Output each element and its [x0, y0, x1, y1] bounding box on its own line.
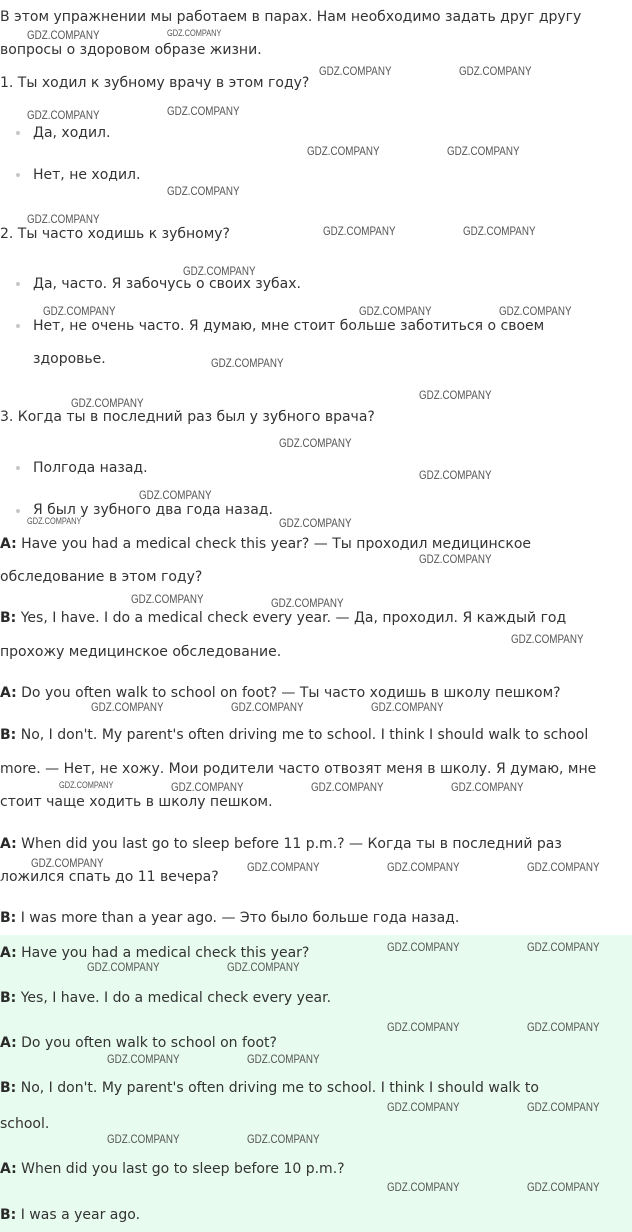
watermark: GDZ.COMPANY: [167, 104, 240, 118]
intro-line-2: вопросы о здоровом образе жизни.: [0, 42, 262, 58]
speaker-label: B:: [0, 990, 17, 1006]
watermark: GDZ.COMPANY: [307, 144, 380, 158]
watermark: GDZ.COMPANY: [227, 960, 300, 974]
watermark: GDZ.COMPANY: [527, 940, 600, 954]
watermark: GDZ.COMPANY: [387, 1180, 460, 1194]
speaker-label: B:: [0, 727, 17, 743]
watermark: GDZ.COMPANY: [139, 488, 212, 502]
watermark: GDZ.COMPANY: [91, 700, 164, 714]
english-line: [0, 1080, 539, 1096]
watermark: GDZ.COMPANY: [247, 860, 320, 874]
english-line: [0, 1161, 345, 1177]
question-1: 1. Ты ходил к зубному врачу в этом году?: [0, 75, 310, 91]
watermark: GDZ.COMPANY: [107, 1132, 180, 1146]
speaker-label: A:: [0, 945, 17, 961]
dialogue-line: [0, 910, 459, 926]
answer-1-2: Нет, не ходил.: [33, 167, 141, 183]
watermark: GDZ.COMPANY: [211, 356, 284, 370]
watermark: GDZ.COMPANY: [527, 1020, 600, 1034]
speaker-label: A:: [0, 1035, 17, 1051]
watermark: GDZ.COMPANY: [27, 108, 100, 122]
dialogue-text: I was more than a year ago. — Это было больше года назад.: [16, 910, 460, 926]
english-text: Have you had a medical check this year?: [16, 945, 310, 961]
watermark: GDZ.COMPANY: [527, 1100, 600, 1114]
english-text: I was a year ago.: [16, 1207, 141, 1223]
watermark: GDZ.COMPANY: [183, 264, 256, 278]
dialogue-text: No, I don't. My parent's often driving me to school. I think I should walk to school: [16, 727, 589, 743]
watermark: GDZ.COMPANY: [463, 224, 536, 238]
question-3: 3. Когда ты в последний раз был у зубного врача?: [0, 409, 375, 425]
english-line: [0, 1035, 277, 1051]
watermark: GDZ.COMPANY: [279, 516, 352, 530]
dialogue-line-cont: more. — Нет, не хожу. Мои родители часто отвозят меня в школу. Я думаю, мне: [0, 761, 597, 777]
dialogue-line: [0, 536, 531, 552]
answer-2-2: Нет, не очень часто. Я думаю, мне стоит больше заботиться о своем: [33, 318, 545, 334]
watermark: GDZ.COMPANY: [311, 780, 384, 794]
bullet-icon: [16, 282, 20, 286]
watermark: GDZ.COMPANY: [419, 388, 492, 402]
dialogue-line: [0, 727, 588, 743]
speaker-label: A:: [0, 685, 17, 701]
watermark: GDZ.COMPANY: [27, 212, 100, 226]
watermark: GDZ.COMPANY: [387, 1020, 460, 1034]
english-line-cont: school.: [0, 1116, 50, 1132]
watermark: GDZ.COMPANY: [167, 184, 240, 198]
speaker-label: B:: [0, 1207, 17, 1223]
english-line: [0, 1207, 140, 1223]
watermark: GDZ.COMPANY: [387, 1100, 460, 1114]
watermark: GDZ.COMPANY: [59, 780, 114, 790]
watermark: GDZ.COMPANY: [43, 304, 116, 318]
watermark: GDZ.COMPANY: [107, 1052, 180, 1066]
answer-2-2-cont: здоровье.: [33, 351, 106, 367]
dialogue-line: [0, 610, 566, 626]
speaker-label: A:: [0, 1161, 17, 1177]
watermark: GDZ.COMPANY: [271, 596, 344, 610]
bullet-icon: [16, 509, 20, 513]
dialogue-line-cont: ложился спать до 11 вечера?: [0, 869, 219, 885]
answer-1-1: Да, ходил.: [33, 125, 111, 141]
question-2: 2. Ты часто ходишь к зубному?: [0, 226, 230, 242]
bullet-icon: [16, 324, 20, 328]
watermark: GDZ.COMPANY: [71, 396, 144, 410]
english-text: When did you last go to sleep before 10 p.m.?: [16, 1161, 345, 1177]
speaker-label: B:: [0, 1080, 17, 1096]
dialogue-line-cont: прохожу медицинское обследование.: [0, 644, 282, 660]
english-text: No, I don't. My parent's often driving me to school. I think I should walk to: [16, 1080, 539, 1096]
answer-3-2: Я был у зубного два года назад.: [33, 502, 273, 518]
dialogue-text: Do you often walk to school on foot? — Ты часто ходишь в школу пешком?: [16, 685, 561, 701]
watermark: GDZ.COMPANY: [323, 224, 396, 238]
watermark: GDZ.COMPANY: [247, 1132, 320, 1146]
speaker-label: B:: [0, 610, 17, 626]
english-line: [0, 945, 309, 961]
bullet-icon: [16, 131, 20, 135]
watermark: GDZ.COMPANY: [527, 860, 600, 874]
watermark: GDZ.COMPANY: [459, 64, 532, 78]
watermark: GDZ.COMPANY: [447, 144, 520, 158]
intro-line-1: В этом упражнении мы работаем в парах. Нам необходимо задать друг другу: [0, 9, 582, 25]
watermark: GDZ.COMPANY: [359, 304, 432, 318]
english-text: Do you often walk to school on foot?: [16, 1035, 277, 1051]
watermark: GDZ.COMPANY: [27, 28, 100, 42]
watermark: GDZ.COMPANY: [499, 304, 572, 318]
watermark: GDZ.COMPANY: [31, 856, 104, 870]
watermark: GDZ.COMPANY: [387, 860, 460, 874]
answer-3-1: Полгода назад.: [33, 460, 148, 476]
speaker-label: A:: [0, 536, 17, 552]
watermark: GDZ.COMPANY: [231, 700, 304, 714]
watermark: GDZ.COMPANY: [279, 436, 352, 450]
speaker-label: A:: [0, 836, 17, 852]
dialogue-text: Have you had a medical check this year? — Ты проходил медицинское: [16, 536, 531, 552]
answer-2-1: Да, часто. Я забочусь о своих зубах.: [33, 276, 301, 292]
dialogue-text: When did you last go to sleep before 11 p.m.? — Когда ты в последний раз: [16, 836, 562, 852]
english-text: Yes, I have. I do a medical check every year.: [16, 990, 332, 1006]
dialogue-line: [0, 685, 561, 701]
watermark: GDZ.COMPANY: [247, 1052, 320, 1066]
watermark: GDZ.COMPANY: [171, 780, 244, 794]
dialogue-text: Yes, I have. I do a medical check every year. — Да, проходил. Я каждый год: [16, 610, 567, 626]
watermark: GDZ.COMPANY: [371, 700, 444, 714]
dialogue-line-cont: стоит чаще ходить в школу пешком.: [0, 794, 273, 810]
watermark: GDZ.COMPANY: [87, 960, 160, 974]
watermark: GDZ.COMPANY: [511, 632, 584, 646]
watermark: GDZ.COMPANY: [451, 780, 524, 794]
watermark: GDZ.COMPANY: [131, 592, 204, 606]
watermark: GDZ.COMPANY: [527, 1180, 600, 1194]
english-line: [0, 990, 331, 1006]
dialogue-line-cont: обследование в этом году?: [0, 569, 203, 585]
watermark: GDZ.COMPANY: [167, 28, 222, 38]
watermark: GDZ.COMPANY: [419, 468, 492, 482]
watermark: GDZ.COMPANY: [387, 940, 460, 954]
bullet-icon: [16, 173, 20, 177]
watermark: GDZ.COMPANY: [319, 64, 392, 78]
watermark: GDZ.COMPANY: [419, 552, 492, 566]
bullet-icon: [16, 466, 20, 470]
watermark: GDZ.COMPANY: [27, 516, 82, 526]
speaker-label: B:: [0, 910, 17, 926]
dialogue-line: [0, 836, 562, 852]
